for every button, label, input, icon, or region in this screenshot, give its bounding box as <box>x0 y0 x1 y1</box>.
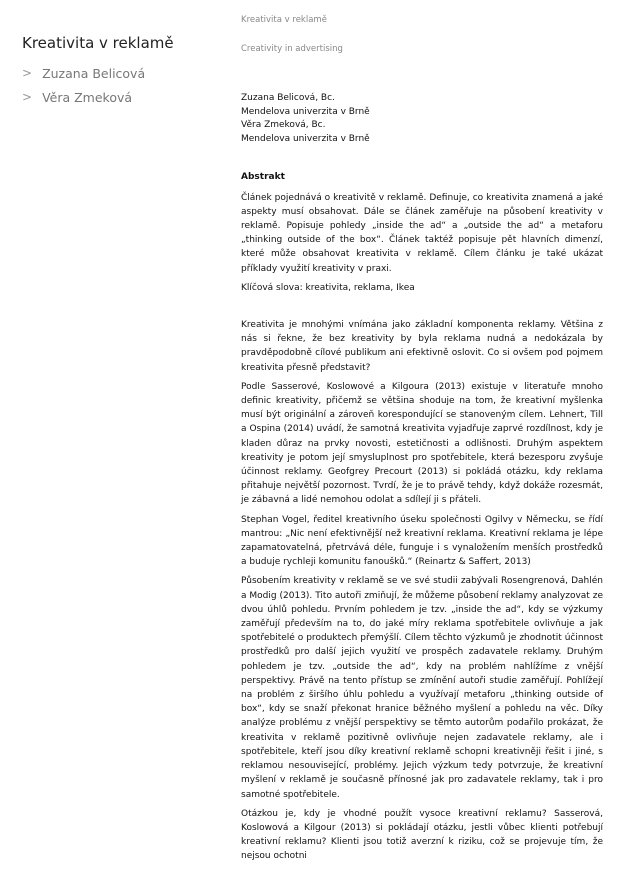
body-paragraph: Podle Sasserové, Koslowové a Kilgoura (2013) existuje v literatuře mnoho definic kreativity, přičemž se většina shoduje na tom, že kreativní myšlenka musí být originální a zároveň korespondující se stanoveným cílem. Lehnert, Till a Ospina (2014) uvádí, že samotná kreativita vyjadřuje zaprvé rozdílnost, kdy je kladen důraz na prvky novosti, estetičnosti a odlišnosti. Druhým aspektem kreativity je potom její smysluplnost pro spotřebitele, která bezesporu zvyšuje účinnost reklamy. Geofgrey Precourt (2013) si pokládá otázku, kdy reklama přitahuje největší pozornost. Tvrdí, že je to právě tehdy, když dokáže rozesmát, je zábavná a lidé nemohou odolat a sdílejí ji s přáteli. <box>241 381 603 506</box>
body-paragraph: Kreativita je mnohými vnímána jako základní komponenta reklamy. Většina z nás si řekne, že bez kreativity by byla reklama nudná a nedokázala by pravděpodobně cílové publikum ani efektivně oslovit. Co si ovšem pod pojmem kreativita přesně představit? <box>241 320 603 373</box>
body-paragraph: Otázkou je, kdy je vhodné použít vysoce kreativní reklamu? Sasserová, Koslowová a Kilgour (2013) si pokládají otázku, jestli vůbec klienti potřebují kreativní reklamu? Klienti jsou totiž averzní k riziku, což se projevuje tím, že nejsou ochotni <box>241 808 603 862</box>
article-body <box>241 14 603 869</box>
author-link-label: Zuzana Belicová <box>42 66 146 81</box>
sidebar-author-belicova[interactable] <box>22 65 222 82</box>
body-paragraph: Stephan Vogel, ředitel kreativního úseku společnosti Ogilvy v Německu, se řídí mantrou: „Nic není efektivnější než kreativní reklama. Kreativní reklama je lépe zapamatovatelná, přetrvává déle, funguje i s vynaložením menších prostředků a buduje rychleji komunitu fanoušků.“ (Reinartz & Saffert, 2013) <box>241 514 603 568</box>
chevron-right-icon: > <box>22 90 33 104</box>
sidebar-title: Kreativita v reklamě <box>22 34 174 52</box>
chevron-right-icon: > <box>22 66 33 80</box>
author-link-label: Věra Zmeková <box>42 90 133 105</box>
running-title-cs: Kreativita v reklamě <box>241 15 327 25</box>
author-line: Věra Zmeková, Bc. <box>241 120 326 131</box>
sidebar-nav <box>22 34 222 113</box>
keywords: Klíčová slova: kreativita, reklama, Ikea <box>241 282 415 293</box>
running-title-en: Creativity in advertising <box>241 44 343 54</box>
author-affiliations <box>241 92 603 146</box>
sidebar-author-zmekova[interactable] <box>22 89 222 106</box>
abstract-heading: Abstrakt <box>241 172 285 183</box>
author-line: Zuzana Belicová, Bc. <box>241 93 335 103</box>
body-paragraph: Působením kreativity v reklamě se ve své studii zabývali Rosengrenová, Dahlén a Modig (2013). Tito autoři zmiňují, že můžeme působení reklamy analyzovat ze dvou úhlů pohledu. Prvním pohledem je tzv. „inside the ad“, kdy se výzkumy zaměřují především na to, do jaké míry reklama spotřebitele ovlivňuje a jak spotřebitelé o produktech přemýšlí. Cílem těchto výzkumů je zhodnotit účinnost prostředků pro další jejich využití ve prospěch zadavatele reklamy. Druhým pohledem je tzv. „outside the ad“, kdy na problém nahlížíme z vnější perspektivy. Právě na tento přístup se zmínění autoři studie zaměřují. Pohlížejí na problém z širšího úhlu pohledu a využívají metaforu „thinking outside of box“, kdy se snaží překonat hranice běžného myšlení a pohledu na věc. Díky analýze problému z vnější perspektivy se těmto autorům podařilo prokázat, že kreativita v reklamě pozitivně ovlivňuje nejen zadavatele reklamy, ale i spotřebitele, kteří jsou díky kreativní reklamě schopni kreativněji řešit i jiné, s reklamou nesouvisející, problémy. Jejich výzkum tedy potvrzuje, že kreativní myšlení v reklamě je současně přínosné jak pro zadavatele reklamy, tak i pro samotné spotřebitele. <box>241 576 603 800</box>
affiliation-line: Mendelova univerzita v Brně <box>241 106 370 117</box>
abstract-text: Článek pojednává o kreativitě v reklamě. Definuje, co kreativita znamená a jaké aspekty musí obsahovat. Dále se článek zaměřuje na působení kreativity v reklamě. Popisuje pohledy „inside the ad“ a „outside the ad“ a metaforu „thinking outside of the box“. Článek taktéž popisuje pět hlavních dimenzí, které může obsahovat kreativita v reklamě. Cílem článku je také ukázat příklady využití kreativity v praxi. <box>241 192 603 274</box>
affiliation-line: Mendelova univerzita v Brně <box>241 133 370 144</box>
